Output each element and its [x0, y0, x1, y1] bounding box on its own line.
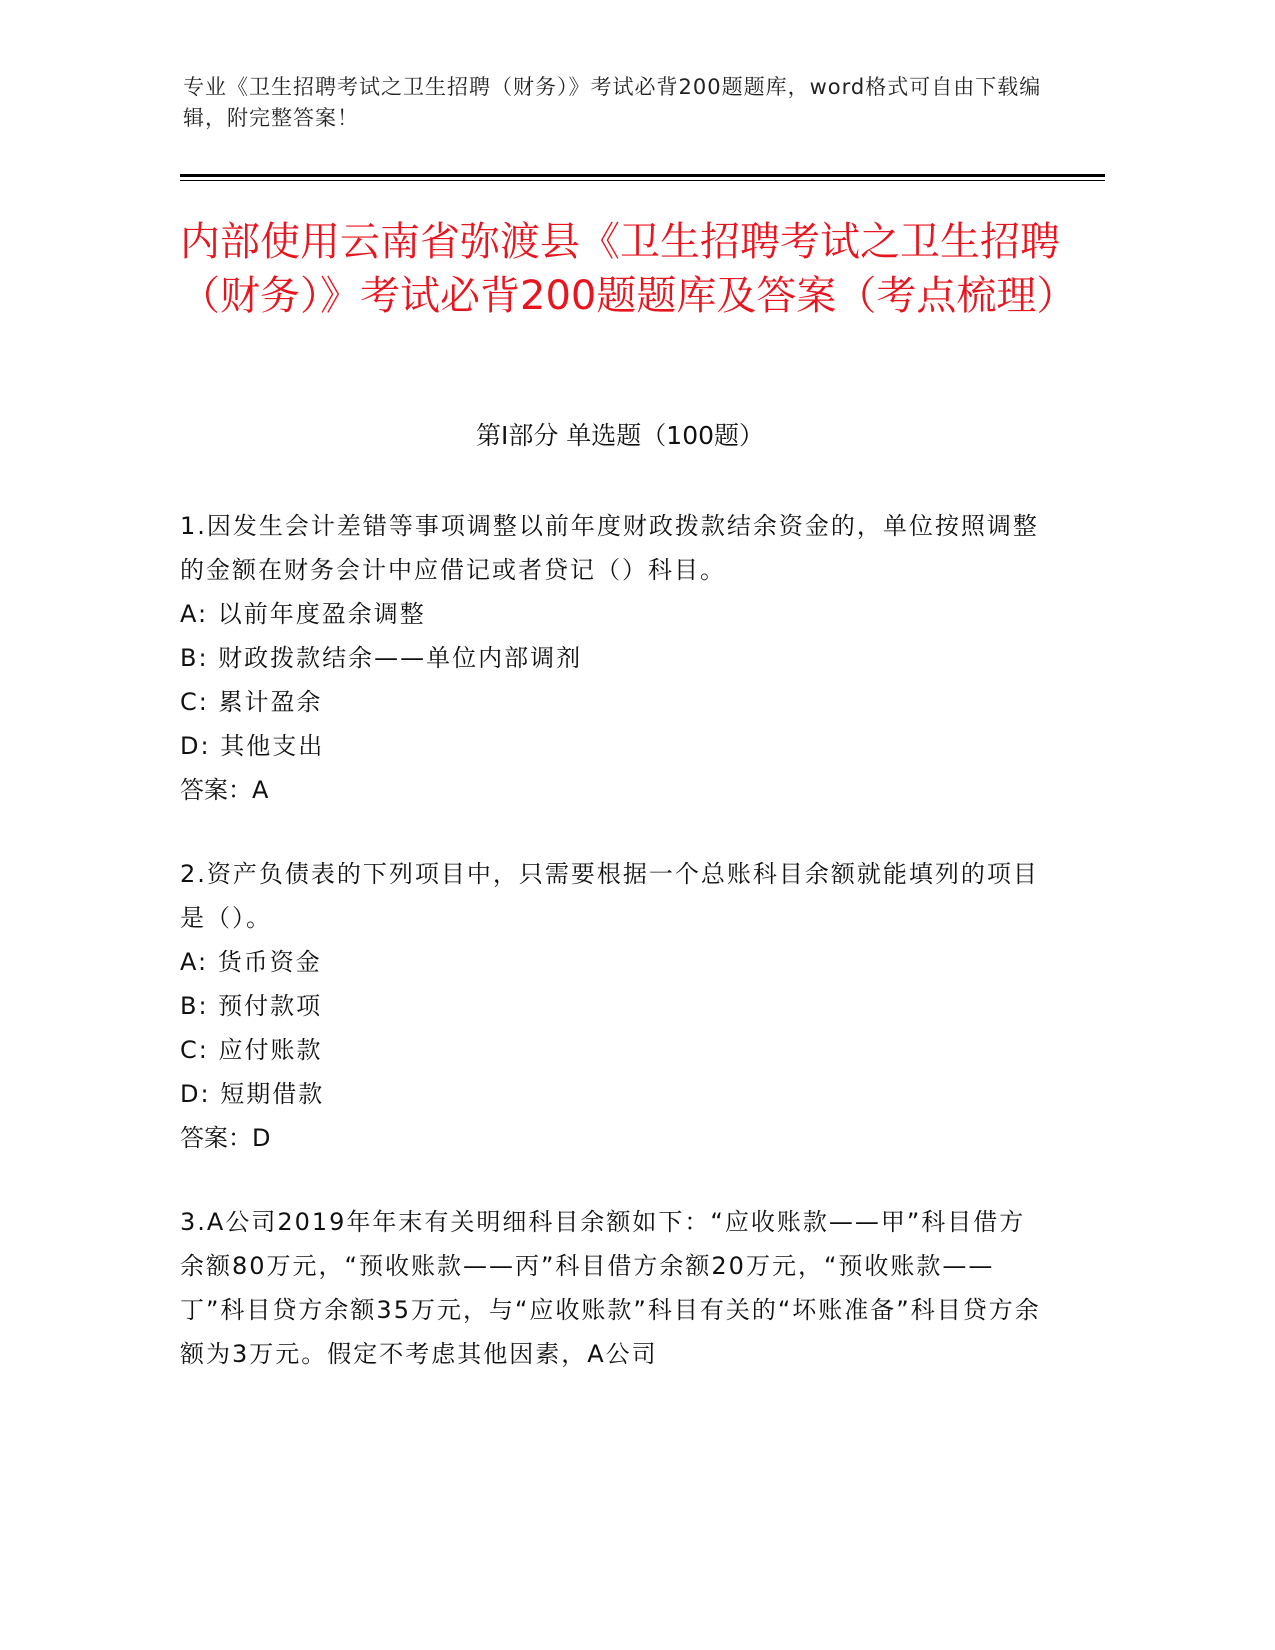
- option-c: C: 应付账款: [180, 1036, 323, 1064]
- option-d: D: 其他支出: [180, 732, 325, 760]
- header-note: 专业《卫生招聘考试之卫生招聘（财务）》考试必背200题题库，word格式可自由下载编辑，附完整答案！: [183, 75, 1042, 130]
- option-b: B: 预付款项: [180, 992, 323, 1020]
- option-a: A: 以前年度盈余调整: [180, 600, 426, 628]
- question-stem: 3.A公司2019年年末有关明细科目余额如下：“应收账款——甲”科目借方余额80万元，“预收账款——丙”科目借方余额20万元，“预收账款——丁”科目贷方余额35万元，与“应收账款”科目有关的“坏账准备”科目贷方余额为3万元。假定不考虑其他因素，A公司: [180, 1208, 1041, 1368]
- question-list: [180, 504, 1050, 1416]
- header-rule-thick: [180, 174, 1105, 177]
- question-2: [180, 852, 1050, 1160]
- answer: 答案：D: [180, 1124, 271, 1152]
- option-a: A: 货币资金: [180, 948, 322, 976]
- document-title: 内部使用云南省弥渡县《卫生招聘考试之卫生招聘（财务）》考试必背200题题库及答案（考点梳理）: [180, 219, 1077, 319]
- question-3: [180, 1200, 1050, 1376]
- option-c: C: 累计盈余: [180, 688, 323, 716]
- answer: 答案：A: [180, 776, 269, 804]
- option-b: B: 财政拨款结余——单位内部调剂: [180, 644, 583, 672]
- question-stem: 2.资产负债表的下列项目中，只需要根据一个总账科目余额就能填列的项目是（）。: [180, 860, 1039, 932]
- section-title: 第I部分 单选题（100题）: [475, 421, 765, 450]
- header-rule-thin: [180, 180, 1105, 181]
- option-d: D: 短期借款: [180, 1080, 325, 1108]
- question-stem: 1.因发生会计差错等事项调整以前年度财政拨款结余资金的，单位按照调整的金额在财务会计中应借记或者贷记（）科目。: [180, 512, 1039, 584]
- question-1: [180, 504, 1050, 812]
